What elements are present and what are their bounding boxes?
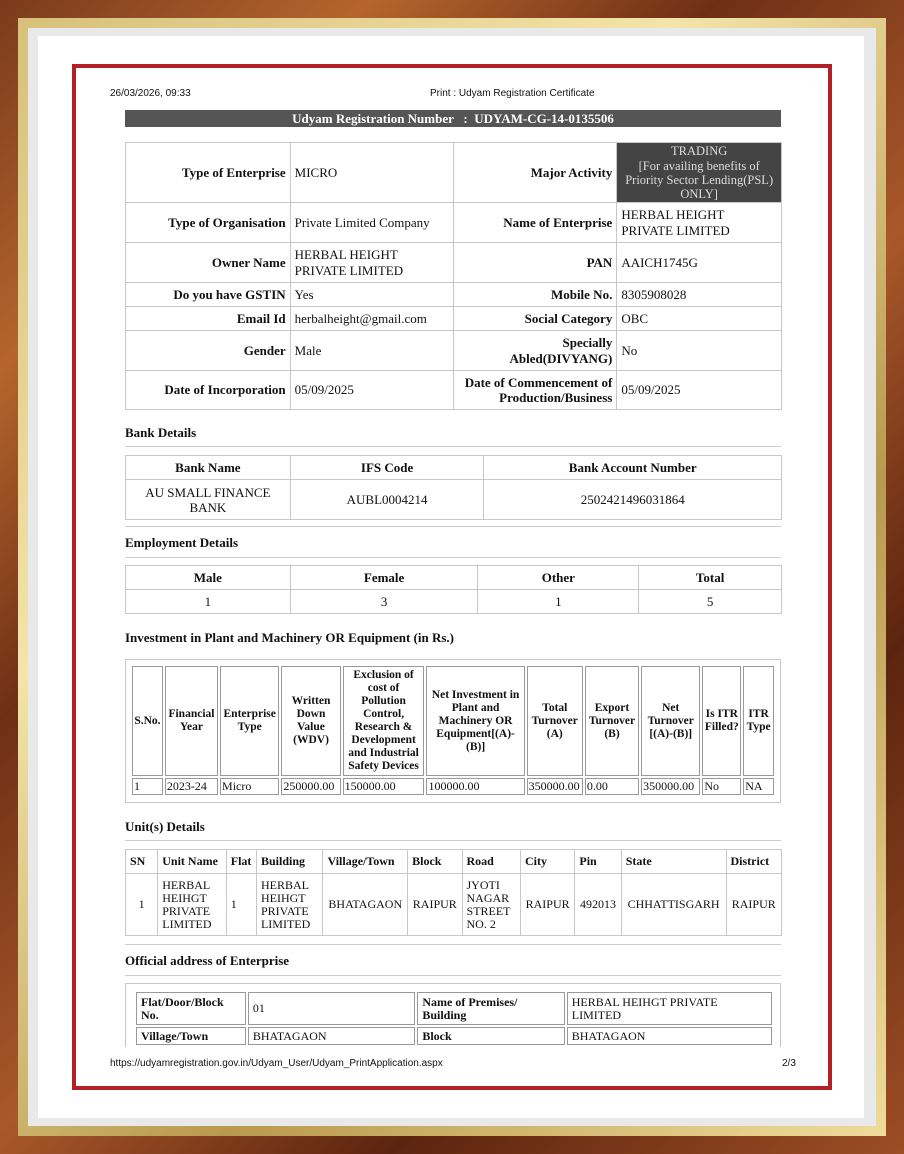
inv-fy: 2023-24 — [165, 778, 218, 795]
employment-table — [125, 565, 782, 614]
other-value: 1 — [478, 590, 639, 614]
unit-block: RAIPUR — [408, 874, 462, 936]
other-header: Other — [478, 566, 639, 590]
premises-label: Name of Premises/ Building — [417, 992, 564, 1025]
employment-rule — [125, 557, 781, 558]
unit-name-header: Unit Name — [158, 850, 227, 874]
bank-rule — [125, 446, 781, 447]
unit-sn: 1 — [126, 874, 158, 936]
female-value: 3 — [290, 590, 478, 614]
flat-label: Flat/Door/Block No. — [136, 992, 246, 1025]
units-bottom-rule — [125, 944, 781, 945]
unit-pin-header: Pin — [575, 850, 621, 874]
unit-state-header: State — [621, 850, 726, 874]
account-value: 2502421496031864 — [484, 480, 782, 520]
inv-net-header: Net Investment in Plant and Machinery OR Equipment[(A)-(B)] — [426, 666, 524, 776]
units-section-title: Unit(s) Details — [125, 819, 205, 834]
unit-state: CHHATTISGARH — [621, 874, 726, 936]
inv-export-header: Export Turnover (B) — [585, 666, 639, 776]
unit-block-header: Block — [408, 850, 462, 874]
gstin-label: Do you have GSTIN — [126, 283, 291, 307]
block-label: Block — [417, 1027, 564, 1045]
mobile-value: 8305908028 — [617, 283, 782, 307]
premises-value: HERBAL HEIHGT PRIVATE LIMITED — [567, 992, 772, 1025]
unit-sn-header: SN — [126, 850, 158, 874]
incorporation-value: 05/09/2025 — [290, 371, 453, 410]
enterprise-details-table — [125, 142, 782, 410]
inv-type-header: Enterprise Type — [220, 666, 279, 776]
unit-flat: 1 — [226, 874, 256, 936]
registration-sep: : — [463, 111, 468, 126]
account-header: Bank Account Number — [484, 456, 782, 480]
inv-itr-header: Is ITR Filled? — [702, 666, 741, 776]
inv-exclusion: 150000.00 — [343, 778, 425, 795]
units-rule — [125, 840, 781, 841]
bank-name-value: AU SMALL FINANCE BANK — [126, 480, 291, 520]
inv-wdv: 250000.00 — [281, 778, 340, 795]
registration-label: Udyam Registration Number — [292, 111, 454, 126]
unit-road-header: Road — [462, 850, 520, 874]
inv-sno: 1 — [132, 778, 163, 795]
unit-building-header: Building — [256, 850, 323, 874]
inv-net-turnover: 350000.00 — [641, 778, 700, 795]
flat-value: 01 — [248, 992, 415, 1025]
unit-building: HERBAL HEIHGT PRIVATE LIMITED — [256, 874, 323, 936]
investment-section-title: Investment in Plant and Machinery OR Equipment (in Rs.) — [125, 630, 454, 645]
unit-city: RAIPUR — [520, 874, 574, 936]
bank-bottom-rule — [125, 526, 781, 527]
female-header: Female — [290, 566, 478, 590]
bank-section-title: Bank Details — [125, 425, 197, 440]
registration-number-bar — [125, 110, 781, 127]
divyang-value: No — [617, 331, 782, 371]
inv-export: 0.00 — [585, 778, 639, 795]
address-rule — [125, 975, 781, 976]
type-enterprise-value: MICRO — [290, 143, 453, 203]
male-value: 1 — [126, 590, 291, 614]
unit-flat-header: Flat — [226, 850, 256, 874]
inv-net-turnover-header: Net Turnover [(A)-(B)] — [641, 666, 700, 776]
owner-value: HERBAL HEIGHT PRIVATE LIMITED — [290, 243, 453, 283]
enterprise-name-value: HERBAL HEIGHT PRIVATE LIMITED — [617, 203, 782, 243]
type-org-value: Private Limited Company — [290, 203, 453, 243]
commencement-label: Date of Commencement of Production/Business — [453, 371, 617, 410]
ifs-value: AUBL0004214 — [290, 480, 484, 520]
inv-total-turnover: 350000.00 — [527, 778, 583, 795]
inv-itr: No — [702, 778, 741, 795]
unit-village: BHATAGAON — [323, 874, 408, 936]
email-label: Email Id — [126, 307, 291, 331]
inv-sno-header: S.No. — [132, 666, 163, 776]
inv-itr-type: NA — [743, 778, 774, 795]
pan-label: PAN — [453, 243, 617, 283]
total-value: 5 — [639, 590, 782, 614]
owner-label: Owner Name — [126, 243, 291, 283]
registration-number: UDYAM-CG-14-0135506 — [474, 111, 614, 126]
unit-district-header: District — [726, 850, 782, 874]
unit-pin: 492013 — [575, 874, 621, 936]
inv-fy-header: Financial Year — [165, 666, 218, 776]
major-activity-note: [For availing benefits of Priority Sector Lending(PSL) ONLY] — [625, 159, 774, 201]
footer-page: 2/3 — [782, 1058, 796, 1069]
major-activity-value — [617, 143, 782, 203]
gstin-value: Yes — [290, 283, 453, 307]
investment-table — [130, 664, 776, 797]
footer-url: https://udyamregistration.gov.in/Udyam_User/Udyam_PrintApplication.aspx — [110, 1058, 443, 1069]
inv-total-turnover-header: Total Turnover (A) — [527, 666, 583, 776]
inv-itr-type-header: ITR Type — [743, 666, 774, 776]
type-org-label: Type of Organisation — [126, 203, 291, 243]
divyang-label: Specially Abled(DIVYANG) — [453, 331, 617, 371]
print-title: Print : Udyam Registration Certificate — [430, 88, 595, 99]
inv-type: Micro — [220, 778, 279, 795]
social-label: Social Category — [453, 307, 617, 331]
pan-value: AAICH1745G — [617, 243, 782, 283]
ifs-header: IFS Code — [290, 456, 484, 480]
block-value: BHATAGAON — [567, 1027, 772, 1045]
total-header: Total — [639, 566, 782, 590]
major-activity-label: Major Activity — [453, 143, 617, 203]
unit-village-header: Village/Town — [323, 850, 408, 874]
incorporation-label: Date of Incorporation — [126, 371, 291, 410]
unit-city-header: City — [520, 850, 574, 874]
village-label: Village/Town — [136, 1027, 246, 1045]
investment-box — [125, 659, 781, 803]
address-box — [125, 983, 781, 1047]
type-enterprise-label: Type of Enterprise — [126, 143, 291, 203]
village-value: BHATAGAON — [248, 1027, 415, 1045]
enterprise-name-label: Name of Enterprise — [453, 203, 617, 243]
email-value: herbalheight@gmail.com — [290, 307, 453, 331]
unit-district: RAIPUR — [726, 874, 782, 936]
bank-table — [125, 455, 782, 520]
inv-exclusion-header: Exclusion of cost of Pollution Control, Research & Development and Industrial Safety Devices — [343, 666, 425, 776]
gender-value: Male — [290, 331, 453, 371]
units-table — [125, 849, 782, 936]
unit-road: JYOTI NAGAR STREET NO. 2 — [462, 874, 520, 936]
employment-section-title: Employment Details — [125, 535, 239, 550]
print-datetime: 26/03/2026, 09:33 — [110, 88, 191, 99]
address-section-title: Official address of Enterprise — [125, 953, 290, 968]
major-activity-text: TRADING — [671, 144, 728, 158]
commencement-value: 05/09/2025 — [617, 371, 782, 410]
inv-wdv-header: Written Down Value (WDV) — [281, 666, 340, 776]
social-value: OBC — [617, 307, 782, 331]
bank-name-header: Bank Name — [126, 456, 291, 480]
address-table — [134, 990, 774, 1047]
inv-net: 100000.00 — [426, 778, 524, 795]
gender-label: Gender — [126, 331, 291, 371]
unit-name: HERBAL HEIHGT PRIVATE LIMITED — [158, 874, 227, 936]
mobile-label: Mobile No. — [453, 283, 617, 307]
male-header: Male — [126, 566, 291, 590]
